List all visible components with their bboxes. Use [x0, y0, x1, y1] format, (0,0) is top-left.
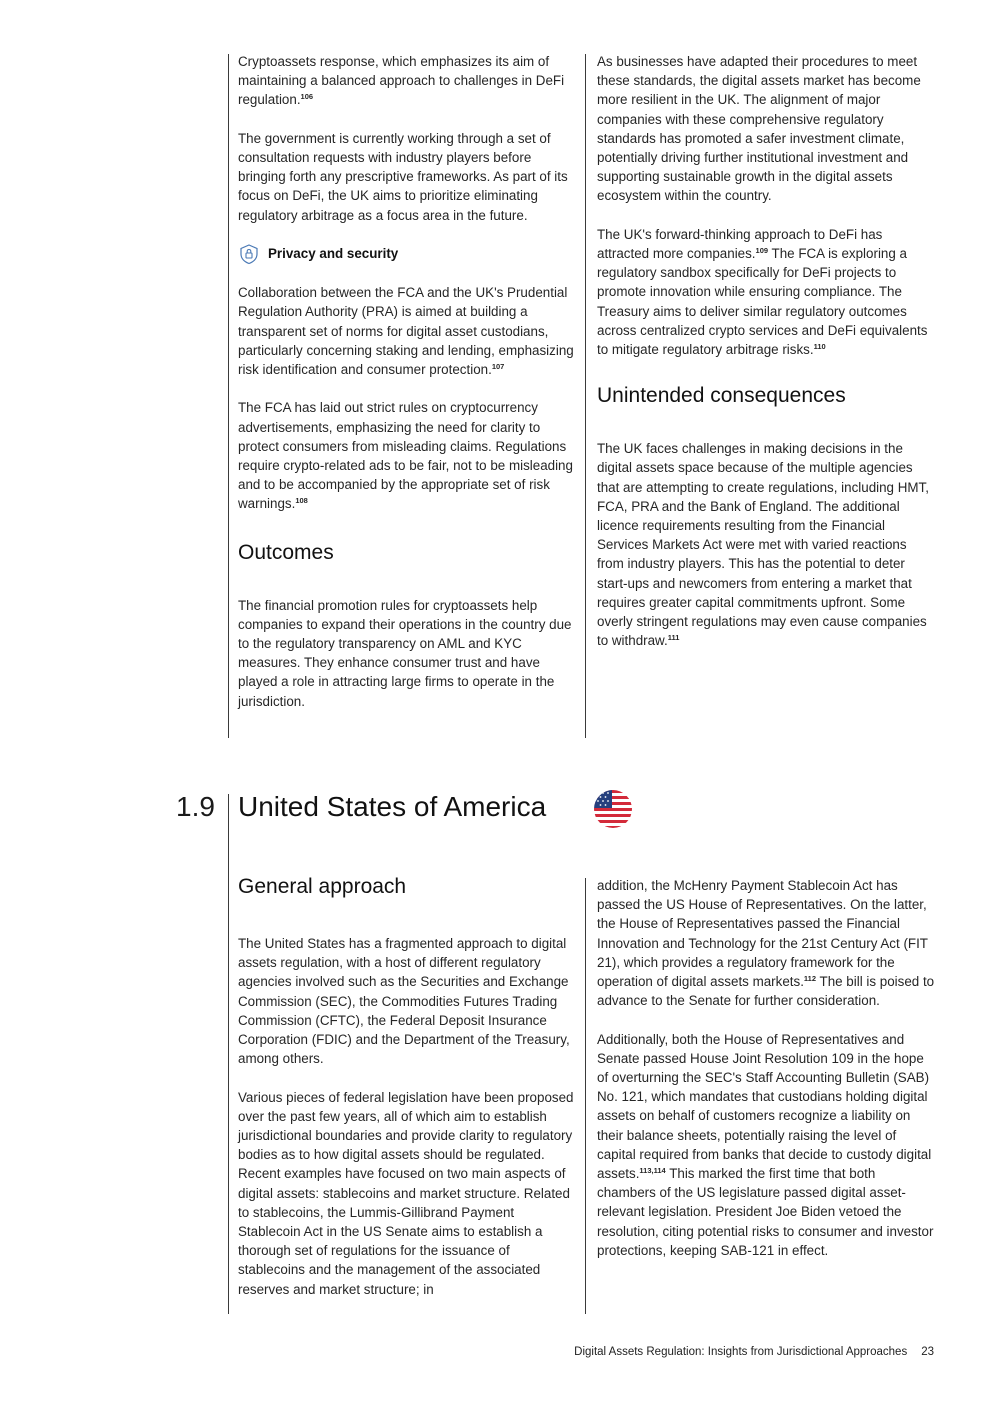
paragraph: The FCA has laid out strict rules on cryptocurrency advertisements, emphasizing the need for clarity to protect consumers from misleading claims. Regulations require crypto-related ads to be fair, not to be misleading and to be accompanied by the appropriate set of risk warnings.$^{108}$ [238, 400, 573, 512]
us-flag-icon [593, 789, 633, 829]
privacy-security-subheading [238, 244, 576, 264]
left-column-rule-top [228, 54, 229, 738]
shield-lock-icon [238, 243, 260, 265]
page-number: 23 [921, 1346, 934, 1358]
outcomes-heading: Outcomes [238, 540, 334, 564]
footer-doc-subtitle: Insights from Jurisdictional Approaches [704, 1346, 908, 1358]
footnote-ref[interactable]: 113,114 [639, 1166, 666, 1176]
top-left-column [238, 52, 576, 730]
paragraph: addition, the McHenry Payment Stablecoin Act has passed the US House of Representatives. On the latter, the House of Representatives passed the Financial Innovation and Technology for the 21st Century Act (FIT 21), which provides a regulatory framework for the operation of digital assets markets.$^{112}$ The bill is poised to advance to the Senate for further consideration. [597, 878, 935, 1009]
right-column-rule-top [585, 54, 586, 738]
right-column-rule-bottom [585, 878, 586, 1314]
unintended-consequences-heading: Unintended consequences [597, 384, 846, 408]
section-number-rule [228, 794, 229, 1314]
paragraph: The United States has a fragmented approach to digital assets regulation, with a host of different regulatory agencies involved such as the Securities and Exchange Commission (SEC), the Commodities Futures Trading Commission (CFTC), the Federal Deposit Insurance Corporation (FDIC) and the Department of the Treasury, among others. [238, 936, 570, 1067]
general-approach-heading: General approach [238, 875, 407, 898]
paragraph: The government is currently working through a set of consultation requests with industry players before bringing forth any prescriptive frameworks. As part of its focus on DeFi, the UK aims to prioritize eliminating regulatory arbitrage as a focus area in the future. [238, 130, 568, 223]
section-number: 1.9 [176, 791, 215, 822]
footnote-ref[interactable]: 112 [803, 974, 817, 984]
paragraph: Various pieces of federal legislation have been proposed over the past few years, all of which aim to establish jurisdictional boundaries and provide clarity to regulatory bodies as to how digital assets should be regulated. Recent examples have focused on two main aspects of digital assets: stablecoins and market structure. Related to stablecoins, the Lummis-Gillibrand Payment Stablecoin Act in the US Senate aims to establish a thorough set of regulations for the issuance of stablecoins and the management of the associated reserves and market structure; in [238, 1089, 574, 1297]
bottom-right-column [597, 876, 937, 1279]
footnote-ref[interactable]: 108 [295, 496, 308, 506]
top-right-column [597, 52, 937, 670]
footnote-ref[interactable]: 111 [667, 633, 680, 643]
paragraph: Additionally, both the House of Representatives and Senate passed House Joint Resolution 109 in the hope of overturning the SEC's Staff Accounting Bulletin (SAB) No. 121, which mandates that custodians holding digital assets on behalf of customers recognize a liability on their balance sheets, potentially raising the level of capital required from banks that decide to custody digital assets.$^{113,114}$ This marked the first time that both chambers of the US legislature passed digital asset-relevant legislation. President Joe Biden vetoed the resolution, citing potential risks to consumer and investor protections, keeping SAB-121 in effect. [597, 1031, 934, 1258]
paragraph: The UK faces challenges in making decisions in the digital assets space because of the multiple agencies that are attempting to create regulations, including HMT, FCA, PRA and the Bank of England. The additional licence requirements resulting from the Financial Services Markets Act were met with varied reactions from industry players. This has the potential to deter start-ups and newcomers from entering a market that requires greater capital commitments upfront. Some overly stringent regulations may even cause companies to withdraw.$^{111}$ [597, 441, 929, 649]
footnote-ref[interactable]: 106 [300, 92, 314, 102]
paragraph: As businesses have adapted their procedures to meet these standards, the digital assets market has become more resilient in the UK. The alignment of major companies with these comprehensive regulatory standards has promoted a safer investment climate, potentially driving further institutional investment and supporting sustainable growth in the digital assets ecosystem within the country. [597, 54, 921, 204]
paragraph: The financial promotion rules for cryptoassets help companies to expand their operations in the country due to the regulatory transparency on AML and KYC measures. They enhance consumer trust and have played a role in attracting large firms to operate in the jurisdiction. [238, 597, 572, 709]
privacy-security-title: Privacy and security [268, 246, 399, 262]
footnote-ref[interactable]: 109 [755, 246, 769, 256]
bottom-left-column [238, 874, 576, 1318]
footnote-ref[interactable]: 110 [813, 342, 826, 352]
page-footer [574, 1346, 934, 1358]
paragraph: The UK's forward-thinking approach to DeFi has attracted more companies.$^{109}$ The FCA is exploring a regulatory sandbox specifically for DeFi projects to promote innovation while ensuring compliance. The Treasury aims to deliver similar regulatory outcomes across centralized crypto services and DeFi equivalents to mitigate regulatory arbitrage risks.$^{110}$ [597, 226, 928, 358]
paragraph: Cryptoassets response, which emphasizes its aim of maintaining a balanced approach to challenges in DeFi regulation.$^{106}$ [238, 54, 565, 108]
footnote-ref[interactable]: 107 [491, 362, 505, 371]
section-title: United States of America [238, 791, 547, 822]
footer-doc-title: Digital Assets Regulation: [574, 1346, 705, 1358]
paragraph: Collaboration between the FCA and the UK's Prudential Regulation Authority (PRA) is aimed at building a transparent set of norms for digital asset custodians, particularly concerning staking and lending, emphasizing risk identification and consumer protection.$^{107}$ [238, 285, 574, 377]
